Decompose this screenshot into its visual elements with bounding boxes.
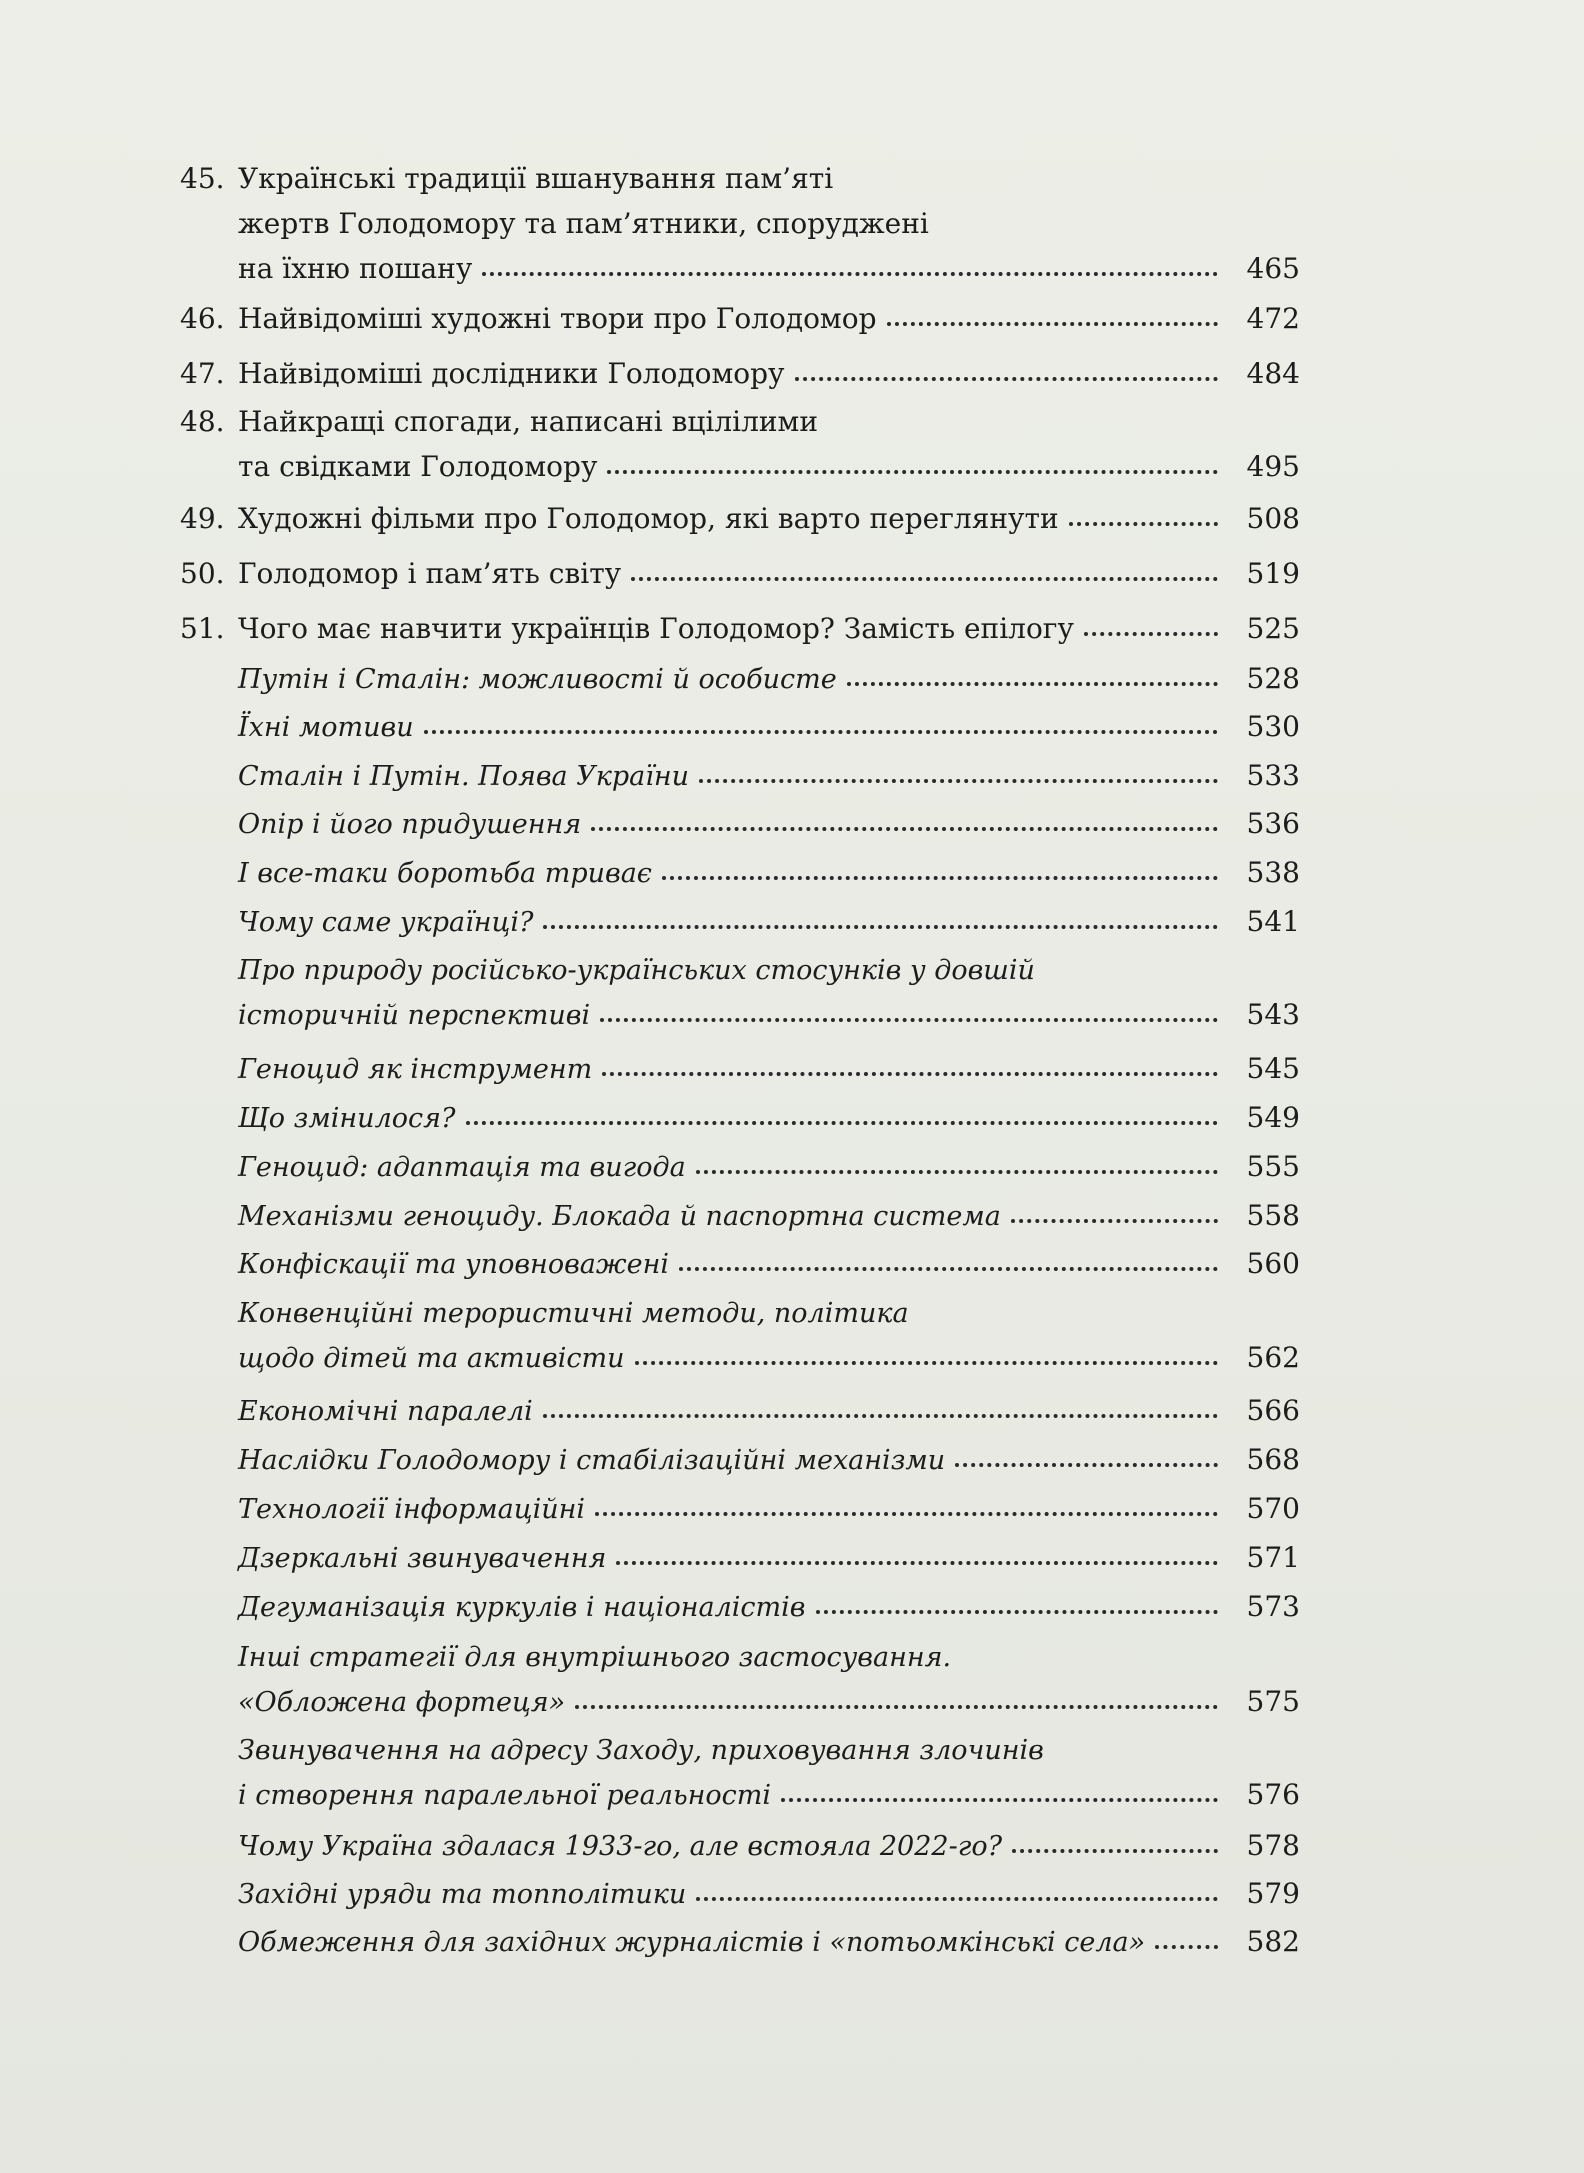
chapter-entry[interactable]	[180, 605, 1300, 645]
dot-leader	[699, 779, 1218, 783]
page-number: 525	[1246, 612, 1300, 645]
entry-line	[180, 605, 1300, 645]
entry-title: Наслідки Голодомору і стабілізаційні механізми	[238, 1445, 946, 1476]
section-entry[interactable]	[180, 1918, 1300, 1958]
entry-line	[180, 1143, 1300, 1183]
entry-title: та свідками Голодомору	[238, 450, 598, 483]
chapter-number: 50.	[180, 557, 225, 590]
entry-title: на їхню пошану	[238, 252, 473, 285]
page-number: 571	[1246, 1541, 1300, 1574]
entry-title: Дзеркальні звинувачення	[238, 1543, 607, 1574]
dot-leader	[1069, 522, 1218, 526]
page-number: 528	[1246, 662, 1300, 695]
dot-leader	[679, 1267, 1218, 1271]
entry-title: Опір і його придушення	[238, 809, 582, 840]
page-number: 573	[1246, 1590, 1300, 1623]
dot-leader	[635, 1361, 1219, 1365]
entry-title: Геноцид: адаптація та вигода	[238, 1152, 686, 1183]
entry-title: «Обложена фортеця»	[238, 1687, 566, 1718]
entry-line	[180, 295, 1300, 335]
section-entry[interactable]	[180, 1633, 1300, 1718]
entry-line	[180, 703, 1300, 743]
chapter-number: 45.	[180, 162, 225, 195]
chapter-entry[interactable]	[180, 155, 1300, 285]
page-number: 545	[1246, 1052, 1300, 1085]
page-number: 560	[1246, 1247, 1300, 1280]
entry-title: Чому саме українці?	[238, 907, 534, 938]
chapter-entry[interactable]	[180, 495, 1300, 535]
page-number: 543	[1246, 998, 1300, 1031]
entry-line	[180, 1633, 1300, 1673]
chapter-entry[interactable]	[180, 295, 1300, 335]
entry-title: Найвідоміші дослідники Голодомору	[238, 357, 785, 390]
entry-line	[180, 155, 1300, 195]
dot-leader	[543, 1414, 1218, 1418]
page-number: 562	[1246, 1341, 1300, 1374]
entry-title: Інші стратегії для внутрішнього застосування.	[238, 1642, 952, 1673]
section-entry[interactable]	[180, 1045, 1300, 1085]
entry-title: Механізми геноциду. Блокада й паспортна система	[238, 1201, 1001, 1232]
entry-line	[180, 800, 1300, 840]
entry-title: історичній перспективі	[238, 1000, 591, 1031]
dot-leader	[816, 1610, 1219, 1614]
entry-title: і створення паралельної реальності	[238, 1780, 772, 1811]
dot-leader	[600, 1018, 1218, 1022]
dot-leader	[631, 577, 1218, 581]
section-entry[interactable]	[180, 1870, 1300, 1910]
entry-line	[180, 495, 1300, 535]
dot-leader	[543, 925, 1218, 929]
section-entry[interactable]	[180, 703, 1300, 743]
entry-line	[180, 1583, 1300, 1623]
section-entry[interactable]	[180, 946, 1300, 1031]
dot-leader	[602, 1072, 1218, 1076]
dot-leader	[1155, 1945, 1218, 1949]
chapter-entry[interactable]	[180, 350, 1300, 390]
entry-title: Економічні паралелі	[238, 1396, 533, 1427]
section-entry[interactable]	[180, 1726, 1300, 1811]
dot-leader	[591, 827, 1218, 831]
entry-line	[180, 946, 1300, 986]
entry-line	[180, 655, 1300, 695]
page-number: 578	[1246, 1829, 1300, 1862]
dot-leader	[424, 730, 1218, 734]
section-entry[interactable]	[180, 1485, 1300, 1525]
entry-line	[180, 986, 1300, 1031]
entry-title: І все-таки боротьба триває	[238, 858, 652, 889]
page-number: 519	[1246, 557, 1300, 590]
section-entry[interactable]	[180, 1436, 1300, 1476]
page-number: 575	[1246, 1685, 1300, 1718]
page-number: 538	[1246, 856, 1300, 889]
page-number: 530	[1246, 710, 1300, 743]
entry-line	[180, 1094, 1300, 1134]
page-number: 582	[1246, 1925, 1300, 1958]
chapter-entry[interactable]	[180, 398, 1300, 483]
page-number: 541	[1246, 905, 1300, 938]
dot-leader	[1084, 632, 1218, 636]
entry-line	[180, 1329, 1300, 1374]
entry-line	[180, 240, 1300, 285]
entry-line	[180, 1673, 1300, 1718]
chapter-number: 48.	[180, 405, 225, 438]
entry-title: Геноцид як інструмент	[238, 1054, 593, 1085]
entry-title: Голодомор і пам’ять світу	[238, 557, 622, 590]
entry-line	[180, 350, 1300, 390]
dot-leader	[1012, 1849, 1218, 1853]
page-number: 570	[1246, 1492, 1300, 1525]
entry-line	[180, 438, 1300, 483]
entry-line	[180, 1870, 1300, 1910]
entry-title: Конвенційні терористичні методи, політика	[238, 1298, 909, 1329]
entry-line	[180, 752, 1300, 792]
entry-line	[180, 849, 1300, 889]
entry-title: Дегуманізація куркулів і націоналістів	[238, 1592, 806, 1623]
section-entry[interactable]	[180, 849, 1300, 889]
entry-title: Про природу російсько-українських стосунків у довшій	[238, 955, 1035, 986]
entry-line	[180, 1436, 1300, 1476]
dot-leader	[781, 1798, 1218, 1802]
entry-title: Найкращі спогади, написані вцілілими	[238, 405, 818, 438]
section-entry[interactable]	[180, 1583, 1300, 1623]
entry-line	[180, 398, 1300, 438]
section-entry[interactable]	[180, 1387, 1300, 1427]
entry-title: Технології інформаційні	[238, 1494, 586, 1525]
page-number: 495	[1246, 450, 1300, 483]
page-number: 566	[1246, 1394, 1300, 1427]
chapter-number: 47.	[180, 357, 225, 390]
page-number: 533	[1246, 759, 1300, 792]
section-entry[interactable]	[180, 1822, 1300, 1862]
page-number: 558	[1246, 1199, 1300, 1232]
dot-leader	[696, 1897, 1218, 1901]
dot-leader	[1011, 1219, 1218, 1223]
entry-title: Західні уряди та топполітики	[238, 1879, 687, 1910]
entry-title: Конфіскації та уповноважені	[238, 1249, 669, 1280]
entry-title: Що змінилося?	[238, 1103, 456, 1134]
entry-line	[180, 1289, 1300, 1329]
dot-leader	[482, 272, 1218, 276]
section-entry[interactable]	[180, 752, 1300, 792]
section-entry[interactable]	[180, 1534, 1300, 1574]
page-number: 555	[1246, 1150, 1300, 1183]
dot-leader	[696, 1170, 1218, 1174]
entry-title: Сталін і Путін. Поява України	[238, 761, 690, 792]
entry-line	[180, 1918, 1300, 1958]
dot-leader	[955, 1463, 1218, 1467]
entry-line	[180, 1726, 1300, 1766]
entry-title: Українські традиції вшанування пам’яті	[238, 162, 834, 195]
dot-leader	[795, 377, 1218, 381]
entry-line	[180, 1045, 1300, 1085]
dot-leader	[887, 322, 1219, 326]
page-number: 576	[1246, 1778, 1300, 1811]
dot-leader	[662, 876, 1218, 880]
entry-title: Їхні мотиви	[238, 712, 414, 743]
section-entry[interactable]	[180, 898, 1300, 938]
dot-leader	[575, 1705, 1218, 1709]
section-entry[interactable]	[180, 1240, 1300, 1280]
dot-leader	[616, 1561, 1218, 1565]
section-entry[interactable]	[180, 800, 1300, 840]
chapter-number: 51.	[180, 612, 225, 645]
entry-line	[180, 1822, 1300, 1862]
page-number: 536	[1246, 807, 1300, 840]
entry-title: Звинувачення на адресу Заходу, приховування злочинів	[238, 1735, 1044, 1766]
entry-line	[180, 1534, 1300, 1574]
entry-title: Обмеження для західних журналістів і «потьомкінські села»	[238, 1927, 1146, 1958]
section-entry[interactable]	[180, 1143, 1300, 1183]
entry-title: щодо дітей та активісти	[238, 1343, 625, 1374]
entry-title: Художні фільми про Голодомор, які варто переглянути	[238, 502, 1059, 535]
page-number: 568	[1246, 1443, 1300, 1476]
page-number: 484	[1246, 357, 1300, 390]
entry-title: жертв Голодомору та пам’ятники, споруджені	[238, 207, 929, 240]
page-number: 579	[1246, 1877, 1300, 1910]
entry-title: Найвідоміші художні твори про Голодомор	[238, 302, 877, 335]
page-number: 465	[1246, 252, 1300, 285]
section-entry[interactable]	[180, 1289, 1300, 1374]
section-entry[interactable]	[180, 1094, 1300, 1134]
entry-line	[180, 1485, 1300, 1525]
entry-line	[180, 1192, 1300, 1232]
entry-title: Чому Україна здалася 1933-го, але встояла 2022-го?	[238, 1831, 1003, 1862]
page-number: 472	[1246, 302, 1300, 335]
entry-line	[180, 898, 1300, 938]
dot-leader	[847, 682, 1218, 686]
entry-title: Чого має навчити українців Голодомор? Замість епілогу	[238, 612, 1074, 645]
page-number: 508	[1246, 502, 1300, 535]
chapter-entry[interactable]	[180, 550, 1300, 590]
entry-line	[180, 1766, 1300, 1811]
entry-line	[180, 1387, 1300, 1427]
entry-line	[180, 550, 1300, 590]
dot-leader	[607, 470, 1218, 474]
section-entry[interactable]	[180, 1192, 1300, 1232]
chapter-number: 49.	[180, 502, 225, 535]
dot-leader	[466, 1121, 1219, 1125]
chapter-number: 46.	[180, 302, 225, 335]
entry-title: Путін і Сталін: можливості й особисте	[238, 664, 837, 695]
entry-line	[180, 195, 1300, 240]
page-number: 549	[1246, 1101, 1300, 1134]
dot-leader	[595, 1512, 1218, 1516]
section-entry[interactable]	[180, 655, 1300, 695]
entry-line	[180, 1240, 1300, 1280]
